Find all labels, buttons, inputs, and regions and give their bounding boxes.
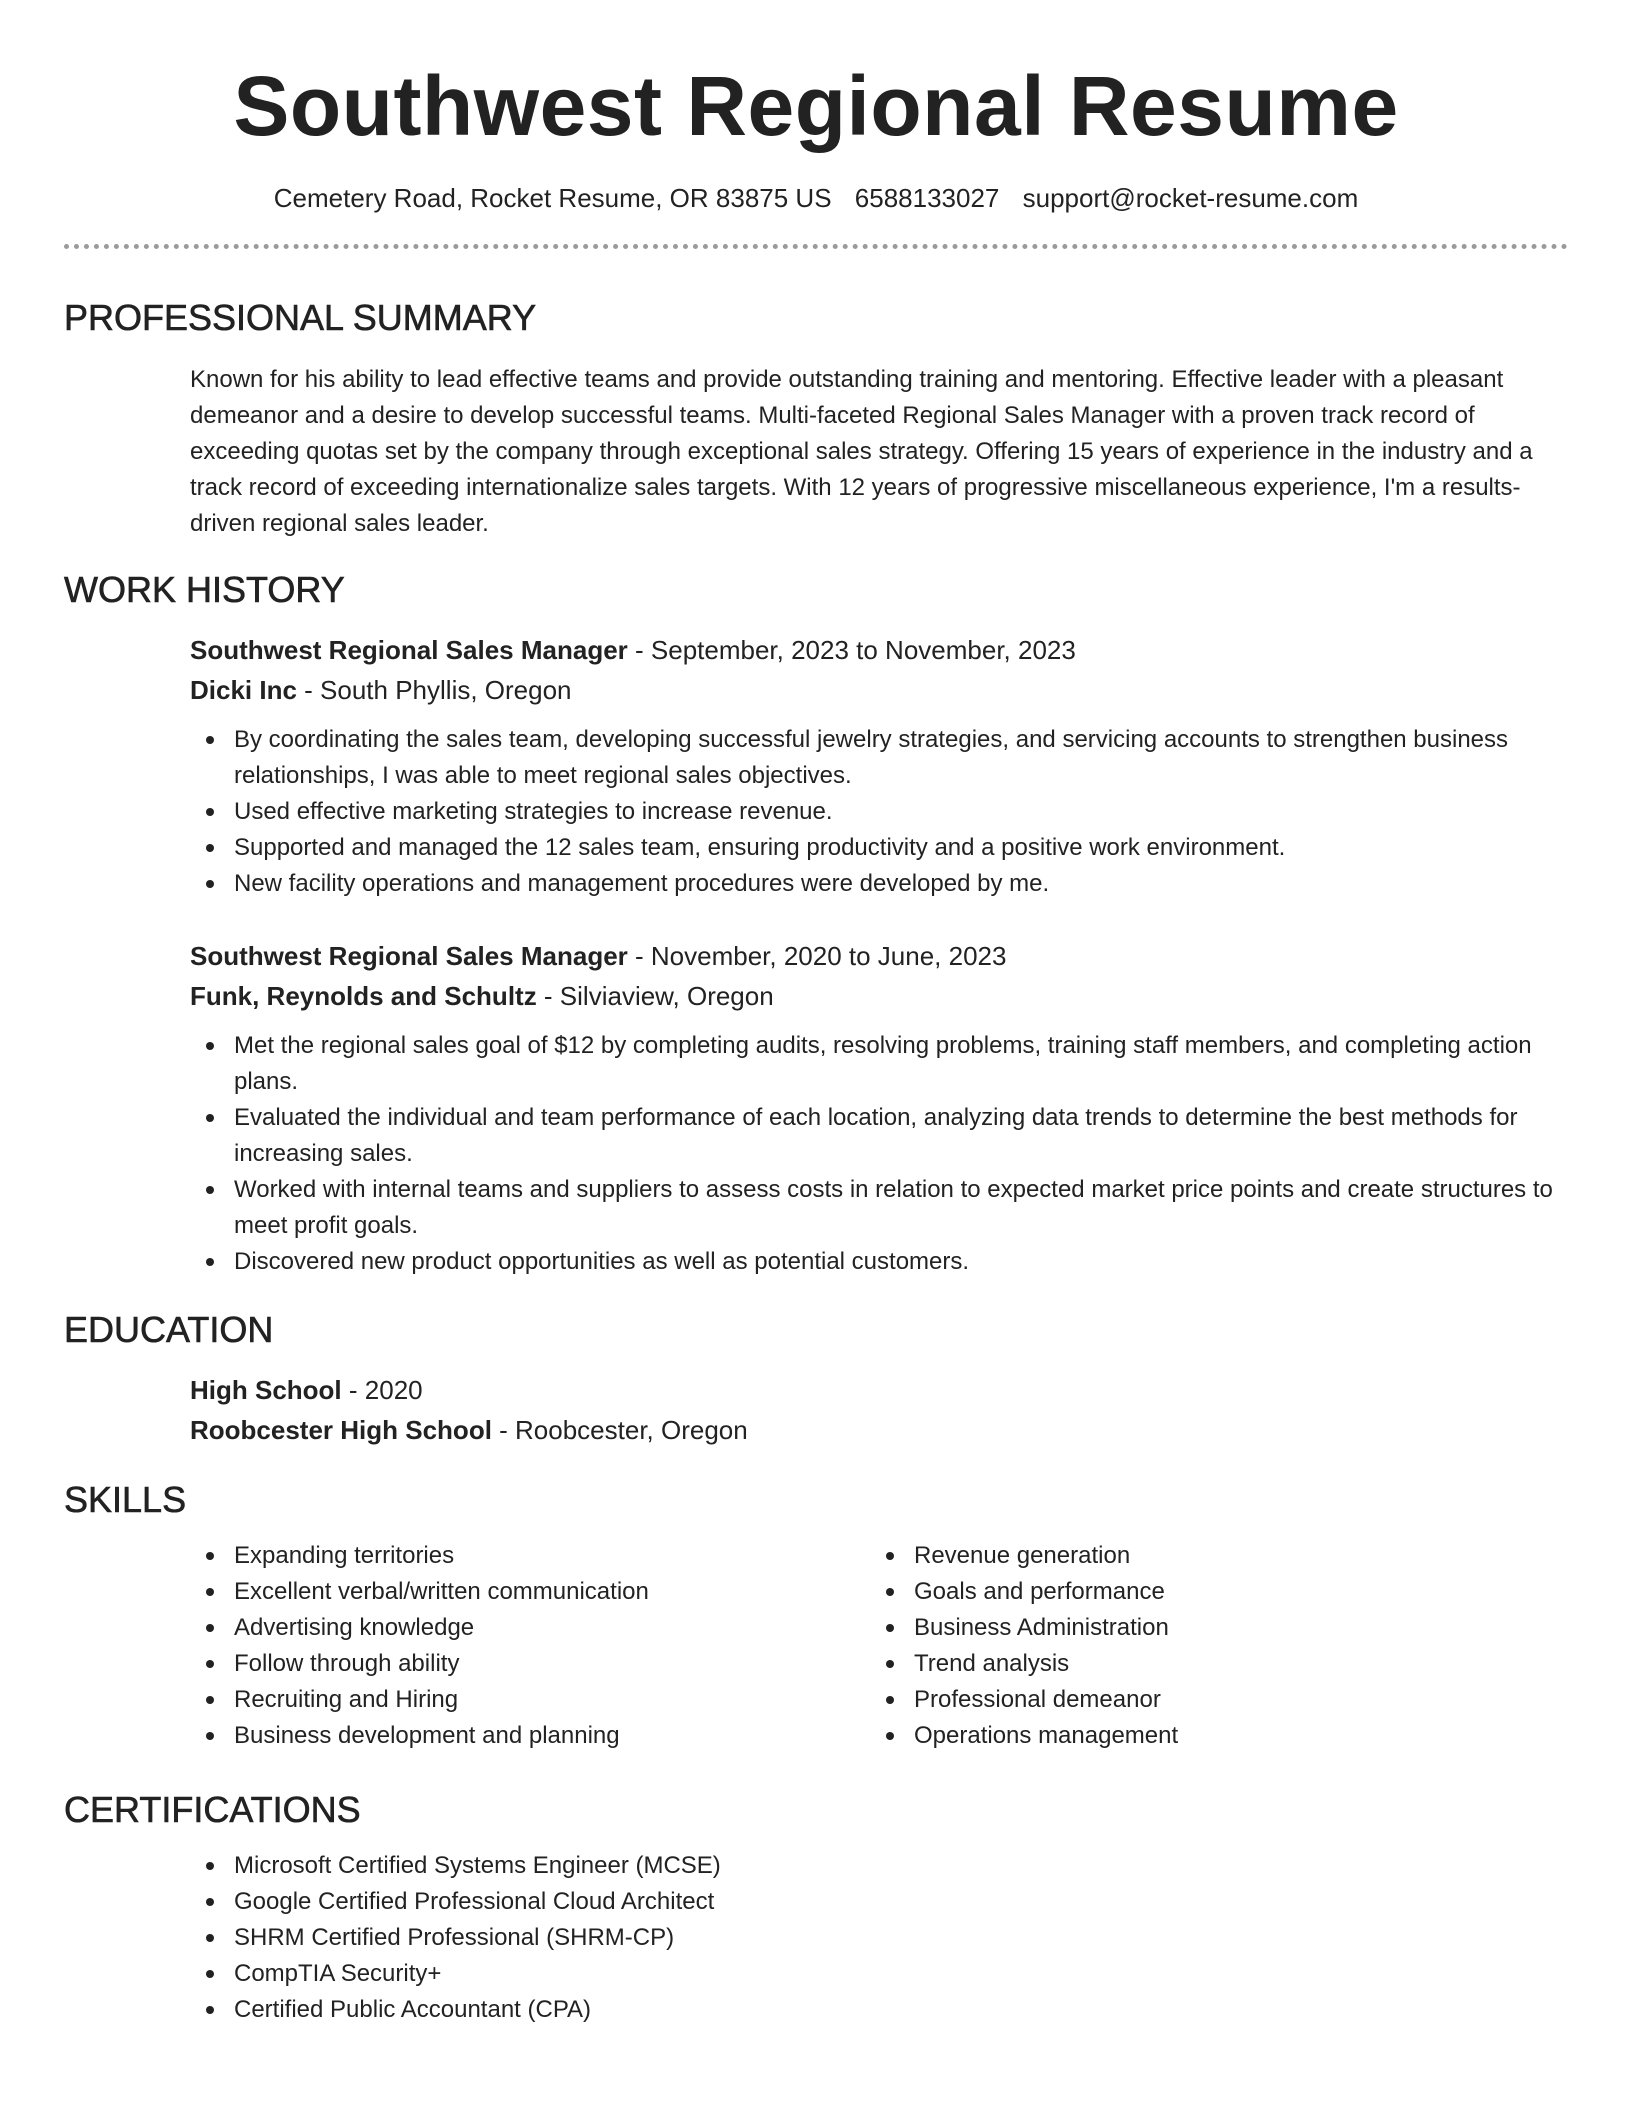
skills-heading: SKILLS xyxy=(64,1479,187,1520)
resume-name: Southwest Regional Resume xyxy=(233,59,1399,153)
skills-column-left xyxy=(234,1538,914,1754)
skill-item: Advertising knowledge xyxy=(234,1610,914,1646)
skill-item: Business Administration xyxy=(914,1610,1594,1646)
job-bullets xyxy=(64,722,1568,902)
job-bullet: Worked with internal teams and suppliers to assess costs in relation to expected market price points and create structures to meet profit goals. xyxy=(234,1172,1568,1244)
job-bullet: By coordinating the sales team, developing successful jewelry strategies, and servicing accounts to strengthen business relationships, I was able to meet regional sales objectives. xyxy=(234,722,1568,794)
summary-text: Known for his ability to lead effective teams and provide outstanding training and mentoring. Effective leader with a pleasant demeanor and a desire to develop successful teams. Multi-faceted Regional Sales Manager with a proven track record of exceeding quotas set by the company through exceptional sales strategy. Offering 15 years of experience in the industry and a track record of exceeding internationalize sales targets. With 12 years of progressive miscellaneous experience, I'm a results-driven regional sales leader. xyxy=(190,366,1533,537)
job-company-line xyxy=(190,976,1568,1016)
certification-item: Certified Public Accountant (CPA) xyxy=(234,1992,1568,2028)
job-bullet: Met the regional sales goal of $12 by completing audits, resolving problems, training staff members, and completing action plans. xyxy=(234,1028,1568,1100)
skills-section xyxy=(64,1478,1568,1754)
work-history-heading: WORK HISTORY xyxy=(64,569,345,610)
certifications-list xyxy=(64,1848,1568,2028)
certification-item: SHRM Certified Professional (SHRM-CP) xyxy=(234,1920,1568,1956)
job-dates: - September, 2023 to November, 2023 xyxy=(627,635,1076,665)
job-bullet: New facility operations and management procedures were developed by me. xyxy=(234,866,1568,902)
job-bullets xyxy=(64,1028,1568,1280)
certification-item: Google Certified Professional Cloud Architect xyxy=(234,1884,1568,1920)
job-bullet: Supported and managed the 12 sales team, ensuring productivity and a positive work environment. xyxy=(234,830,1568,866)
certifications-heading: CERTIFICATIONS xyxy=(64,1789,361,1830)
job-location: - South Phyllis, Oregon xyxy=(296,675,572,705)
job-location: - Silviaview, Oregon xyxy=(536,981,774,1011)
education-school: Roobcester High School xyxy=(190,1415,492,1445)
summary-heading: PROFESSIONAL SUMMARY xyxy=(64,297,537,338)
contact-email: support@rocket-resume.com xyxy=(1022,183,1359,213)
job-bullet: Evaluated the individual and team performance of each location, analyzing data trends to determine the best methods for increasing sales. xyxy=(234,1100,1568,1172)
job-entry xyxy=(190,936,1568,1280)
skill-item: Trend analysis xyxy=(914,1646,1594,1682)
contact-address: Cemetery Road, Rocket Resume, OR 83875 US xyxy=(273,183,832,213)
work-history-section xyxy=(64,568,1568,1280)
certifications-section xyxy=(64,1788,1568,2028)
certification-item: CompTIA Security+ xyxy=(234,1956,1568,1992)
education-year: - 2020 xyxy=(341,1375,423,1405)
contact-line xyxy=(64,180,1568,216)
skill-item: Follow through ability xyxy=(234,1646,914,1682)
job-entry xyxy=(190,630,1568,902)
job-title-line xyxy=(190,630,1568,670)
job-title-line xyxy=(190,936,1568,976)
skill-item: Goals and performance xyxy=(914,1574,1594,1610)
header-divider xyxy=(64,244,1568,249)
education-degree-line xyxy=(190,1370,1568,1410)
skills-grid xyxy=(64,1538,1568,1754)
job-role: Southwest Regional Sales Manager xyxy=(190,941,628,971)
education-school-line xyxy=(190,1410,1568,1450)
education-entry xyxy=(190,1370,1568,1450)
job-company: Funk, Reynolds and Schultz xyxy=(190,981,537,1011)
contact-phone: 6588133027 xyxy=(854,183,1000,213)
job-company-line xyxy=(190,670,1568,710)
education-heading: EDUCATION xyxy=(64,1309,274,1350)
skill-item: Business development and planning xyxy=(234,1718,914,1754)
education-location: - Roobcester, Oregon xyxy=(491,1415,748,1445)
skill-item: Operations management xyxy=(914,1718,1594,1754)
skill-item: Excellent verbal/written communication xyxy=(234,1574,914,1610)
certification-item: Microsoft Certified Systems Engineer (MCSE) xyxy=(234,1848,1568,1884)
job-bullet: Discovered new product opportunities as well as potential customers. xyxy=(234,1244,1568,1280)
job-dates: - November, 2020 to June, 2023 xyxy=(627,941,1007,971)
education-degree: High School xyxy=(190,1375,342,1405)
education-section xyxy=(64,1308,1568,1450)
job-company: Dicki Inc xyxy=(190,675,297,705)
skill-item: Professional demeanor xyxy=(914,1682,1594,1718)
skill-item: Revenue generation xyxy=(914,1538,1594,1574)
job-role: Southwest Regional Sales Manager xyxy=(190,635,628,665)
skills-column-right xyxy=(914,1538,1594,1754)
skill-item: Recruiting and Hiring xyxy=(234,1682,914,1718)
skill-item: Expanding territories xyxy=(234,1538,914,1574)
job-bullet: Used effective marketing strategies to increase revenue. xyxy=(234,794,1568,830)
summary-section xyxy=(64,296,1568,542)
